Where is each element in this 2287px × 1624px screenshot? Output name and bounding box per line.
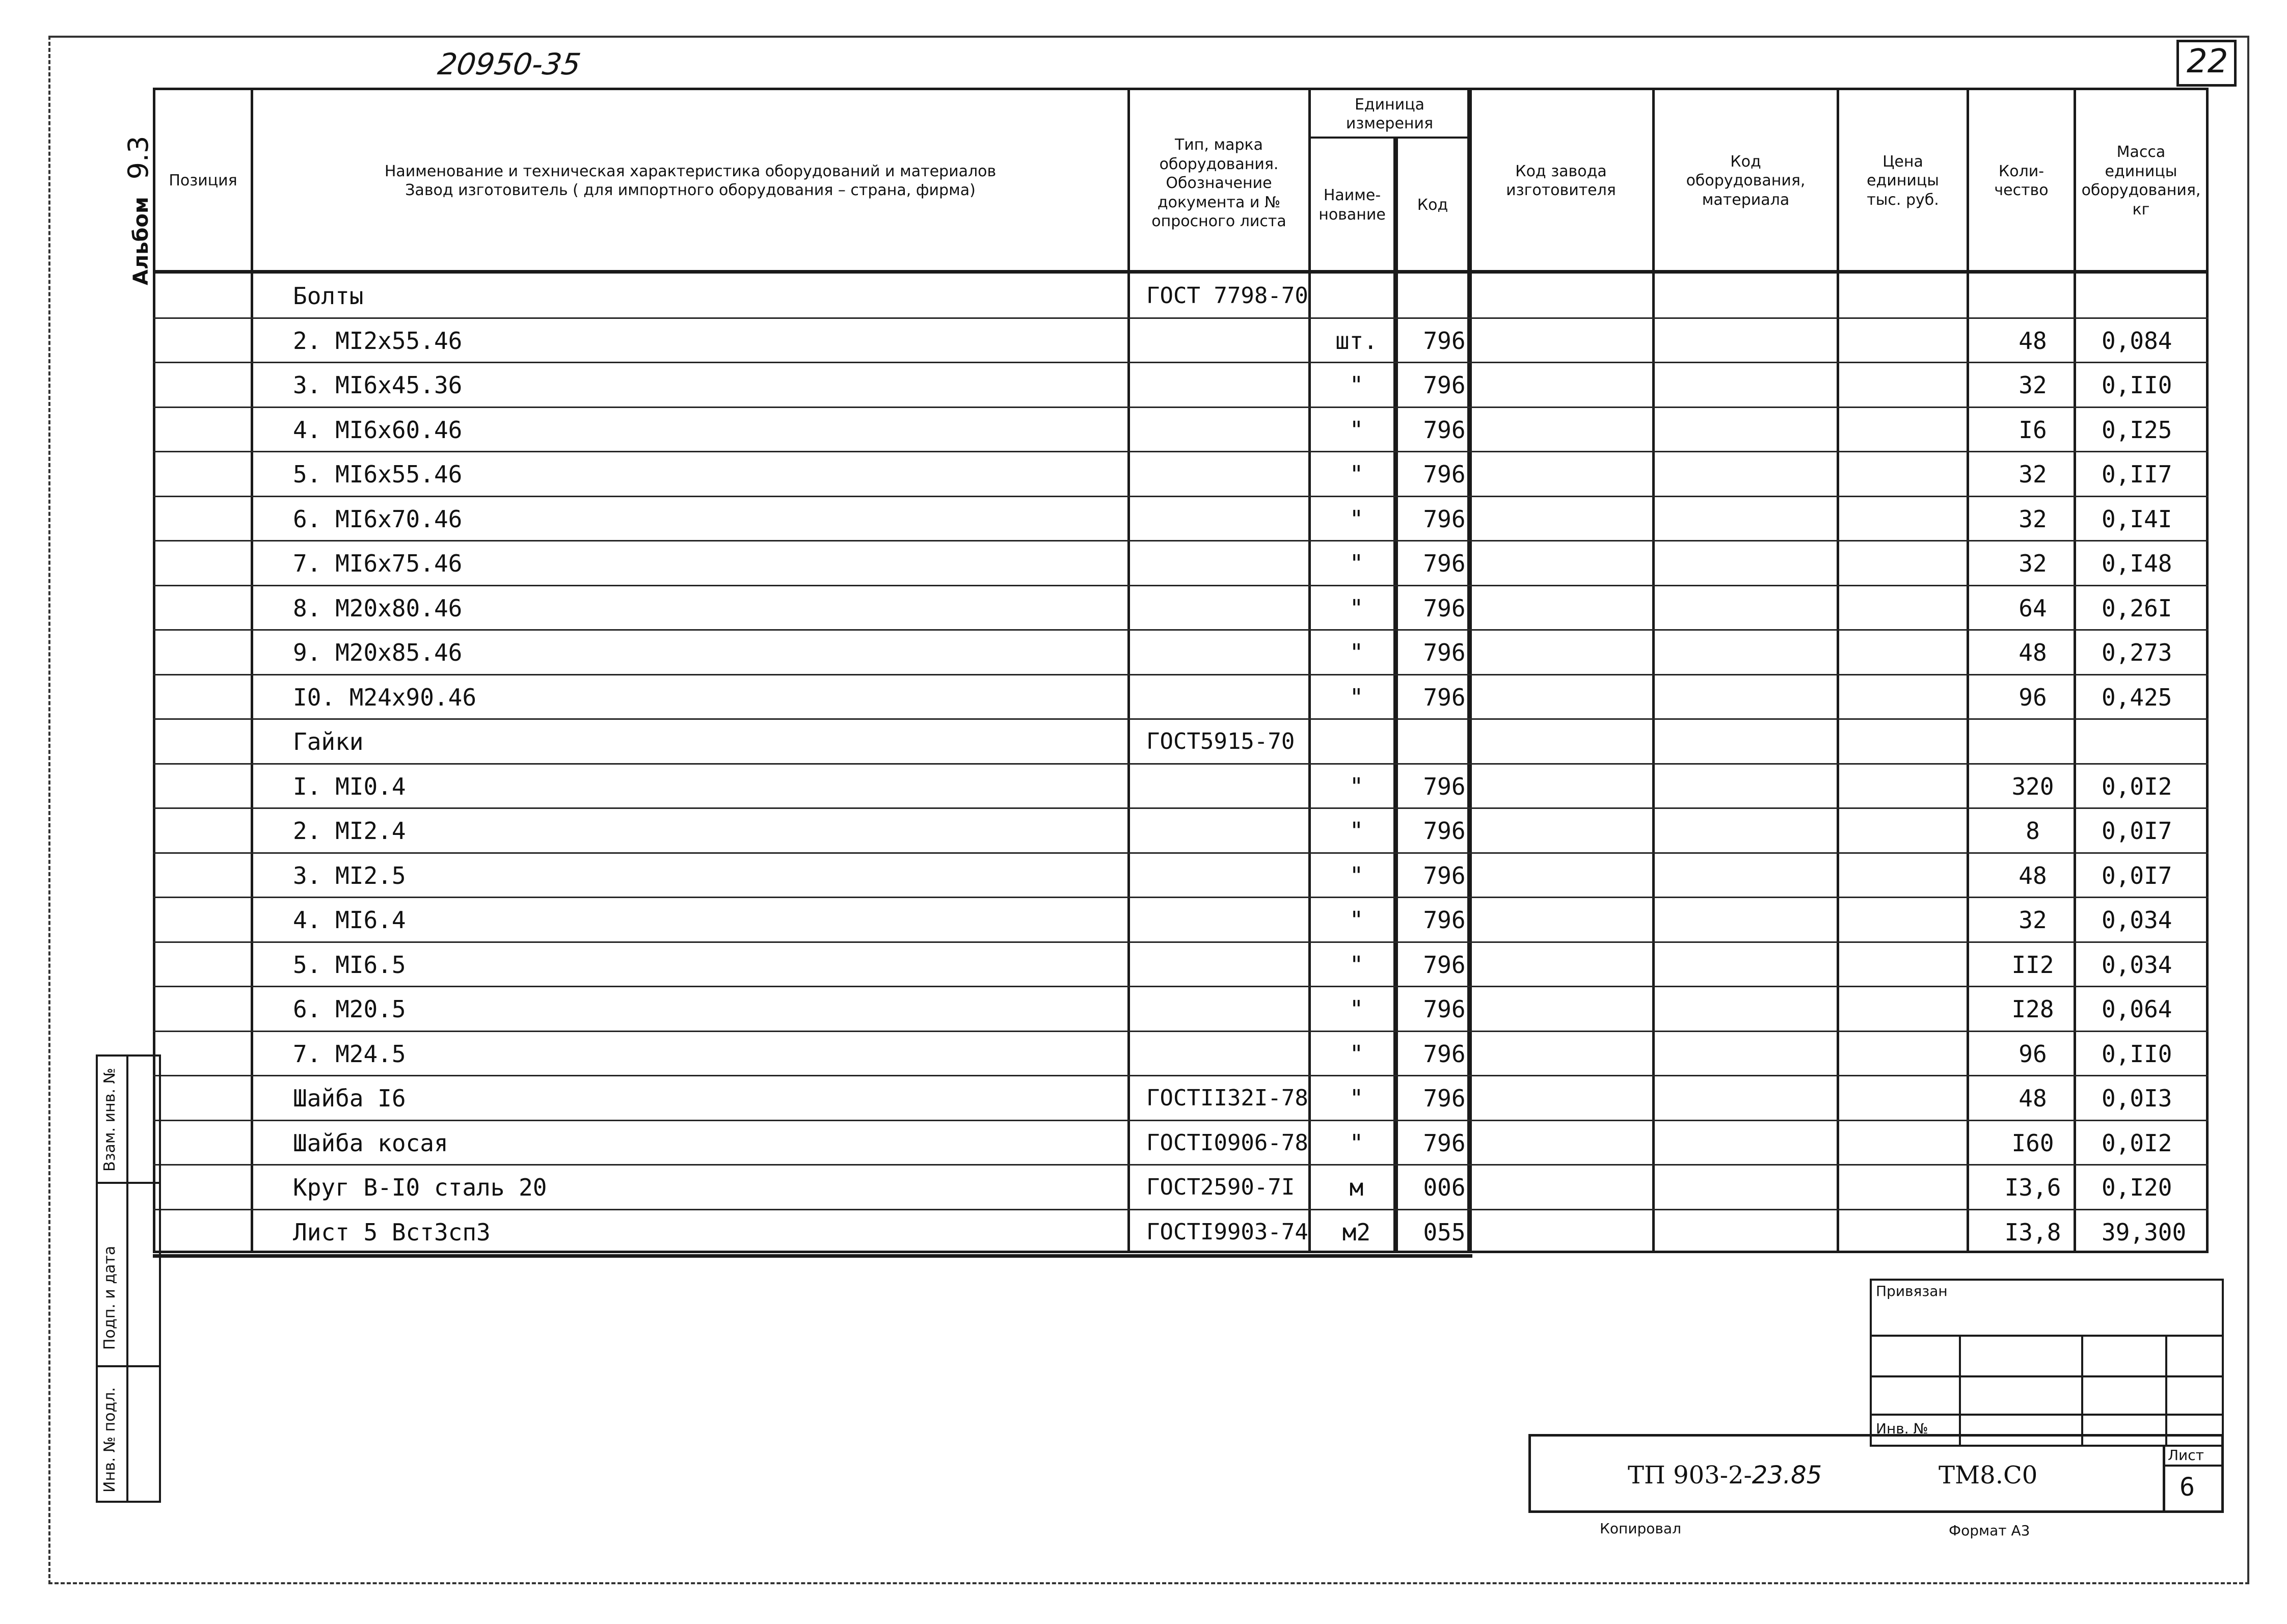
title-block-sheet-line bbox=[2163, 1465, 2224, 1467]
unit-group-divider bbox=[1308, 137, 1470, 139]
row-name: 3. МI6x45.36 bbox=[293, 371, 463, 399]
row-separator bbox=[153, 1031, 2209, 1032]
row-mass: 0,0I2 bbox=[2102, 1129, 2172, 1157]
row-code: 796 bbox=[1423, 772, 1466, 800]
row-qty: 96 bbox=[2019, 1040, 2047, 1068]
row-unit: " bbox=[1349, 861, 1364, 889]
row-unit: " bbox=[1349, 772, 1364, 800]
header-unit-group: Единица измерения bbox=[1346, 95, 1434, 132]
row-qty: I6 bbox=[2019, 416, 2047, 444]
row-code: 796 bbox=[1423, 371, 1466, 399]
row-doc: ГОСТ 7798-70 bbox=[1146, 283, 1308, 309]
row-mass: 0,084 bbox=[2102, 327, 2172, 355]
page-number-top: 22 bbox=[2187, 43, 2228, 80]
section-code: ТМ8.С0 bbox=[1939, 1461, 2038, 1490]
row-mass: 0,034 bbox=[2102, 906, 2172, 934]
row-doc: ГОСТ5915-70 bbox=[1146, 728, 1295, 754]
side-vzam-inv: Взам. инв. № bbox=[101, 1068, 119, 1172]
row-mass: 0,0I2 bbox=[2102, 772, 2172, 800]
side-inv-podl: Инв. № подл. bbox=[101, 1387, 119, 1493]
row-code: 796 bbox=[1423, 416, 1466, 444]
row-code: 796 bbox=[1423, 639, 1466, 666]
row-unit: " bbox=[1349, 461, 1364, 488]
row-name: I0. М24x90.46 bbox=[293, 683, 477, 711]
row-separator bbox=[153, 674, 2209, 675]
row-separator bbox=[153, 1120, 2209, 1121]
row-qty: 32 bbox=[2019, 505, 2047, 533]
row-qty: 8 bbox=[2026, 817, 2040, 845]
header-unit-name: Наиме-нование bbox=[1319, 186, 1386, 224]
table-end-line bbox=[153, 1254, 1472, 1258]
row-code: 796 bbox=[1423, 550, 1466, 577]
row-unit: м2 bbox=[1342, 1218, 1371, 1246]
row-qty: 32 bbox=[2019, 550, 2047, 577]
row-unit: " bbox=[1349, 371, 1364, 399]
row-unit: " bbox=[1349, 1085, 1364, 1112]
privyazan-vline-3 bbox=[2165, 1335, 2167, 1447]
header-unit-code: Код bbox=[1417, 196, 1448, 214]
row-separator bbox=[153, 1075, 2209, 1076]
row-mass bbox=[2102, 721, 2203, 762]
row-code: 796 bbox=[1423, 1040, 1466, 1068]
row-qty: 320 bbox=[2011, 772, 2054, 800]
row-mass: 0,0I7 bbox=[2102, 861, 2172, 889]
row-separator bbox=[153, 986, 2209, 987]
inv-no-label: Инв. № bbox=[1876, 1420, 1928, 1437]
row-unit: м bbox=[1349, 1174, 1364, 1201]
row-code: 006 bbox=[1423, 1174, 1466, 1201]
row-unit bbox=[1320, 276, 1393, 316]
row-qty: 48 bbox=[2019, 861, 2047, 889]
row-qty: I3,6 bbox=[2004, 1174, 2061, 1201]
row-unit: " bbox=[1349, 817, 1364, 845]
row-qty bbox=[1982, 721, 2084, 762]
row-unit: " bbox=[1349, 683, 1364, 711]
privyazan-line-2 bbox=[1870, 1375, 2224, 1377]
row-unit: " bbox=[1349, 416, 1364, 444]
row-code: 796 bbox=[1423, 817, 1466, 845]
row-unit: " bbox=[1349, 594, 1364, 622]
header-mass: Масса единицы оборудования, кг bbox=[2081, 143, 2201, 219]
row-mass: 0,26I bbox=[2102, 594, 2172, 622]
privyazan-line-1 bbox=[1870, 1335, 2224, 1337]
header-name-line1: Наименование и техническая характеристика оборудований и материалов bbox=[384, 162, 997, 180]
row-mass: 0,II7 bbox=[2102, 461, 2172, 488]
album-label bbox=[122, 136, 154, 285]
row-name: 4. МI6x60.46 bbox=[293, 416, 463, 444]
header-equipment-code: Код оборудования, материала bbox=[1686, 152, 1806, 209]
row-doc: ГОСТI0906-78 bbox=[1146, 1129, 1308, 1156]
row-separator bbox=[153, 585, 2209, 586]
row-doc: ГОСТI9903-74 bbox=[1146, 1219, 1308, 1245]
side-stamp-line-2 bbox=[96, 1365, 161, 1367]
row-separator bbox=[153, 852, 2209, 854]
row-qty: I3,8 bbox=[2004, 1218, 2061, 1246]
designation-suffix: 23.85 bbox=[1752, 1461, 1822, 1490]
row-name: 7. М24.5 bbox=[293, 1040, 406, 1068]
col-line-2 bbox=[1127, 88, 1130, 1253]
privyazan-vline-2 bbox=[2081, 1335, 2083, 1447]
row-qty: 32 bbox=[2019, 461, 2047, 488]
row-unit: " bbox=[1349, 1040, 1364, 1068]
row-qty: 96 bbox=[2019, 683, 2047, 711]
row-separator bbox=[153, 763, 2209, 765]
row-mass: 0,0I3 bbox=[2102, 1085, 2172, 1112]
row-code: 796 bbox=[1423, 861, 1466, 889]
format-label: Формат А3 bbox=[1949, 1522, 2030, 1539]
row-code: 796 bbox=[1423, 505, 1466, 533]
header-plant-code: Код завода изготовителя bbox=[1506, 162, 1616, 199]
row-name: Круг В-I0 сталь 20 bbox=[293, 1174, 547, 1201]
designation bbox=[1628, 1461, 1822, 1490]
privyazan-vline-1 bbox=[1959, 1335, 1961, 1447]
row-separator bbox=[153, 540, 2209, 542]
row-name: 2. МI2.4 bbox=[293, 817, 406, 845]
row-separator bbox=[153, 407, 2209, 408]
album-value: 9.3 bbox=[122, 136, 154, 180]
header-name-line2: Завод изготовитель ( для импортного оборудования – страна, фирма) bbox=[405, 181, 976, 199]
side-stamp-divider bbox=[126, 1054, 128, 1503]
row-mass: 0,I25 bbox=[2102, 416, 2172, 444]
header-divider bbox=[153, 270, 2209, 274]
row-name: Шайба косая bbox=[293, 1129, 448, 1157]
doc-number: 20950-35 bbox=[436, 47, 583, 82]
row-mass: 0,II0 bbox=[2102, 371, 2172, 399]
row-doc: ГОСТ2590-7I bbox=[1146, 1174, 1295, 1200]
row-mass: 0,064 bbox=[2102, 995, 2172, 1023]
row-mass: 0,I20 bbox=[2102, 1174, 2172, 1201]
row-qty: II2 bbox=[2011, 951, 2054, 979]
row-name: 6. М20.5 bbox=[293, 995, 406, 1023]
row-separator bbox=[153, 807, 2209, 809]
row-unit: " bbox=[1349, 951, 1364, 979]
row-separator bbox=[153, 629, 2209, 631]
row-code: 796 bbox=[1423, 951, 1466, 979]
row-qty: 48 bbox=[2019, 1085, 2047, 1112]
row-mass bbox=[2102, 276, 2203, 316]
row-name: 4. МI6.4 bbox=[293, 906, 406, 934]
row-code: 796 bbox=[1423, 906, 1466, 934]
row-unit: шт. bbox=[1335, 327, 1378, 355]
row-name: Болты bbox=[293, 282, 364, 310]
row-code bbox=[1406, 276, 1483, 316]
row-qty: 48 bbox=[2019, 327, 2047, 355]
sheet-value: 6 bbox=[2180, 1472, 2195, 1502]
row-unit: " bbox=[1349, 639, 1364, 666]
header-type: Тип, марка оборудования. Обозначение документа и № опросного листа bbox=[1151, 136, 1286, 231]
side-stamp-line-1 bbox=[96, 1182, 161, 1184]
header-name bbox=[253, 92, 1127, 270]
row-separator bbox=[153, 317, 2209, 319]
row-name: 8. М20x80.46 bbox=[293, 594, 463, 622]
row-unit: " bbox=[1349, 550, 1364, 577]
row-qty: 64 bbox=[2019, 594, 2047, 622]
row-name: Лист 5 ВстЗсп3 bbox=[293, 1218, 491, 1246]
row-code: 796 bbox=[1423, 1129, 1466, 1157]
row-code: 796 bbox=[1423, 461, 1466, 488]
designation-prefix: ТП 903-2- bbox=[1628, 1461, 1752, 1490]
row-code: 796 bbox=[1423, 327, 1466, 355]
header-position: Позиция bbox=[169, 172, 237, 190]
row-name: 3. МI2.5 bbox=[293, 861, 406, 889]
row-qty: I60 bbox=[2011, 1129, 2054, 1157]
row-separator bbox=[153, 897, 2209, 898]
row-code: 796 bbox=[1423, 594, 1466, 622]
row-mass: 0,425 bbox=[2102, 683, 2172, 711]
row-mass: 0,I48 bbox=[2102, 550, 2172, 577]
row-mass: 0,034 bbox=[2102, 951, 2172, 979]
row-code bbox=[1406, 721, 1483, 762]
row-qty: 32 bbox=[2019, 371, 2047, 399]
row-name: I. МI0.4 bbox=[293, 772, 406, 800]
row-qty: 48 bbox=[2019, 639, 2047, 666]
row-separator bbox=[153, 362, 2209, 363]
privyazan-label: Привязан bbox=[1876, 1283, 1948, 1300]
row-name: Шайба I6 bbox=[293, 1085, 406, 1112]
row-name: 5. МI6x55.46 bbox=[293, 461, 463, 488]
row-separator bbox=[153, 718, 2209, 720]
row-mass: 0,0I7 bbox=[2102, 817, 2172, 845]
row-separator bbox=[153, 496, 2209, 497]
row-name: 6. МI6x70.46 bbox=[293, 505, 463, 533]
row-separator bbox=[153, 941, 2209, 943]
row-separator bbox=[153, 451, 2209, 452]
row-qty: 32 bbox=[2019, 906, 2047, 934]
row-unit: " bbox=[1349, 906, 1364, 934]
col-line-4 bbox=[1393, 138, 1398, 1253]
row-qty bbox=[1982, 276, 2084, 316]
row-name: 7. МI6x75.46 bbox=[293, 550, 463, 577]
row-code: 796 bbox=[1423, 995, 1466, 1023]
row-unit: " bbox=[1349, 505, 1364, 533]
row-code: 796 bbox=[1423, 683, 1466, 711]
copied-label: Копировал bbox=[1600, 1520, 1681, 1537]
row-name: Гайки bbox=[293, 728, 364, 755]
row-code: 796 bbox=[1423, 1085, 1466, 1112]
row-mass: 0,II0 bbox=[2102, 1040, 2172, 1068]
row-separator bbox=[153, 1209, 2209, 1210]
row-unit: " bbox=[1349, 995, 1364, 1023]
album-label-text: Альбом bbox=[129, 197, 153, 285]
row-name: 5. МI6.5 bbox=[293, 951, 406, 979]
row-unit: " bbox=[1349, 1129, 1364, 1157]
row-code: 055 bbox=[1423, 1218, 1466, 1246]
header-quantity: Коли-чество bbox=[1994, 162, 2049, 199]
row-mass: 39,300 bbox=[2102, 1218, 2187, 1246]
row-unit bbox=[1320, 721, 1393, 762]
sheet-label: Лист bbox=[2168, 1447, 2204, 1464]
row-doc: ГОСТII32I-78 bbox=[1146, 1085, 1308, 1111]
row-separator bbox=[153, 1164, 2209, 1166]
row-name: 9. М20x85.46 bbox=[293, 639, 463, 666]
row-qty: I28 bbox=[2011, 995, 2054, 1023]
row-name: 2. МI2x55.46 bbox=[293, 327, 463, 355]
row-mass: 0,I4I bbox=[2102, 505, 2172, 533]
privyazan-line-3 bbox=[1870, 1414, 2224, 1416]
col-line-10 bbox=[2206, 88, 2209, 1253]
row-mass: 0,273 bbox=[2102, 639, 2172, 666]
side-podpis-data: Подп. и дата bbox=[101, 1246, 119, 1350]
title-block-sheet-divider bbox=[2163, 1447, 2165, 1513]
header-price: Цена единицы тыс. руб. bbox=[1867, 152, 1939, 209]
